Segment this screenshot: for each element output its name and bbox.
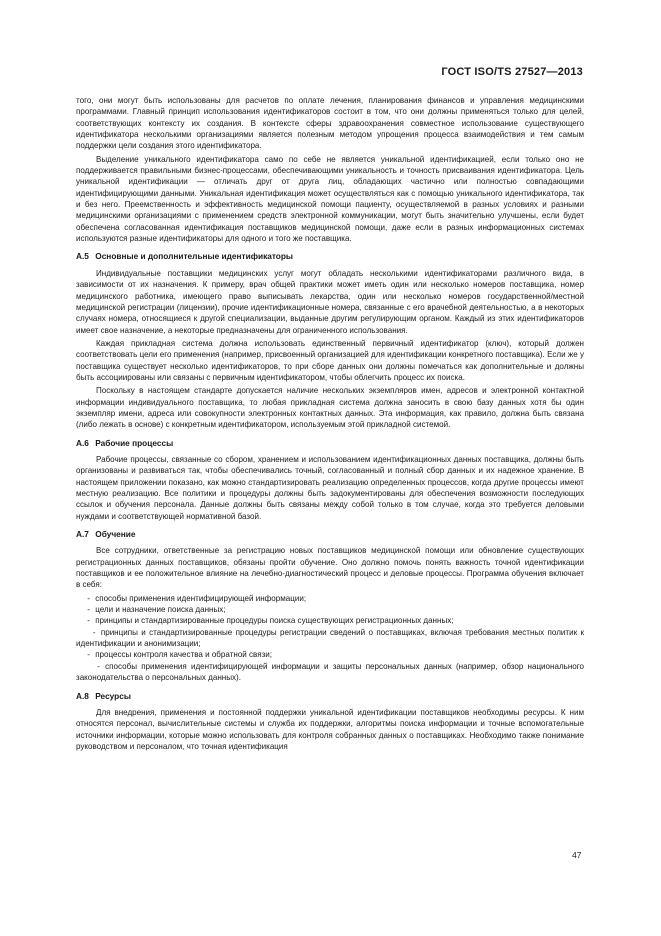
paragraph: Поскольку в настоящем стандарте допускается наличие нескольких экземпляров имен, адресов и электронной контактной информации индивидуального поставщика, то любая прикладная система должна заносить в свою базу данных хотя бы один экземпляр имени, адреса или совокупности электронных контактных данных. Эта информация, как правило, должна быть связана (либо лежать в основе) с конкретным идентификатором, используемым этой прикладной системой. bbox=[76, 386, 584, 430]
section-title: Рабочие процессы bbox=[95, 437, 174, 448]
list-marker: - bbox=[87, 616, 90, 626]
list-item: - способы применения идентифицирующей информации; bbox=[87, 593, 307, 603]
list-marker: - bbox=[92, 627, 96, 637]
paragraph: того, они могут быть использованы для расчетов по оплате лечения, планирования финансов и управления медицинскими программами. Главный принцип использования идентификаторов состоит в том, что они должны применяться только для целей, соответствующих контексту их создания. В контексте сферы здравоохранения совместное использование существующего идентификатора несколькими организациями является полезным методом упрощения процесса взаимодействия и тем самым поддержки цели создания этого идентификатора. bbox=[76, 96, 584, 151]
section-heading-a6 bbox=[76, 438, 584, 449]
paragraph: Каждая прикладная система должна использовать единственный первичный идентификатор (ключ), который должен соответствовать цели его применения (например, присвоенный организацией для идентификации конкретного поставщика). Если же у поставщика существует несколько идентификаторов, то при сборе данных они должны помечаться как дополнительные и должны быть ассоциированы или связаны с первичным идентификатором, чтобы облегчить процесс их поиска. bbox=[76, 338, 584, 382]
list-item: - способы применения идентифицирующей информации и защиты персональных данных (например, обзор национального законодательства о персональных данных). bbox=[76, 661, 584, 683]
section-heading-a5 bbox=[76, 251, 584, 262]
list-item: - процессы контроля качества и обратной связи; bbox=[87, 650, 273, 660]
page-number: 47 bbox=[572, 850, 582, 860]
section-title: Обучение bbox=[95, 529, 136, 540]
paragraph: Для внедрения, применения и постоянной поддержки уникальной идентификации поставщиков необходимы ресурсы. К ним относятся персонал, вычислительные системы и служба их поддержки, алгоритмы поиска информации и точные вспомогательные источники информации, которые можно использовать для контроля собранных данных о поставщиках. Необходимо также понимание руководством и персоналом, что точная идентификация bbox=[76, 707, 584, 751]
body-text bbox=[76, 95, 584, 754]
list-marker: - bbox=[87, 650, 90, 660]
section-number: А.8 bbox=[76, 690, 89, 701]
training-list bbox=[76, 593, 584, 684]
section-title: Основные и дополнительные идентификаторы bbox=[95, 251, 294, 262]
list-marker: - bbox=[97, 661, 100, 671]
list-marker: - bbox=[87, 605, 90, 615]
paragraph: Рабочие процессы, связанные со сбором, хранением и использованием идентификационных данных поставщика, должны быть организованы и развиваться так, чтобы обеспечивались точный, согласованный и полный сбор данных и их надежное хранение. В настоящем приложении показано, как можно стандартизировать реализацию определенных процессов, когда другие процессы имеют местную реализацию. Все политики и процедуры должны быть задокументированы для обеспечения возможности последующих ссылок и обучения персонала. Данные должны быть связаны между собой только в том случае, когда это требуется деловыми нуждами и соответствующей нормативной базой. bbox=[76, 454, 584, 521]
paragraph: Выделение уникального идентификатора само по себе не является уникальной идентификацией, если только оно не поддерживается правильными бизнес-процессами, обеспечивающими уникальность и точность присваивания идентификатора. Цель уникальной идентификации — отличать друг от друга лиц, обладающих частично или полностью совпадающими идентифицирующими данными. Уникальная идентификация может осуществляться как с помощью уникального идентификатора, так и без него. Преемственность и эффективность медицинской помощи пациенту, осуществляемой в разных условиях и разными медицинскими организациями с применением средств электронной коммуникации, могут быть значительно улучшены, если будет обеспечена согласованная идентификация поставщиков медицинской помощи, даже если в разных информационных системах используются разные идентификаторы для одного и того же поставщика. bbox=[76, 154, 584, 244]
section-number: А.5 bbox=[76, 251, 89, 262]
standard-code-header: ГОСТ ISO/TS 27527—2013 bbox=[441, 66, 583, 78]
paragraph: Все сотрудники, ответственные за регистрацию новых поставщиков медицинской помощи или обновление существующих регистрационных данных поставщиков, обязаны пройти обучение. Оно должно помочь понять важность точной идентификации поставщиков и ее положительное влияние на лечебно-диагностический процесс и деловые процессы. Программа обучения включает в себя: bbox=[76, 546, 584, 590]
list-item: - принципы и стандартизированные процедуры регистрации сведений о поставщиках, включая требования местных политик к идентификации и анонимизации; bbox=[76, 627, 584, 649]
list-marker: - bbox=[87, 593, 90, 603]
section-number: А.6 bbox=[76, 437, 89, 448]
list-item: - принципы и стандартизированные процедуры поиска существующих регистрационных данных; bbox=[87, 616, 454, 626]
paragraph: Индивидуальные поставщики медицинских услуг могут обладать несколькими идентификаторами различного вида, в зависимости от их назначения. К примеру, врач общей практики может иметь один или несколько номеров поставщика, номер медицинского работника, имеющего право выписывать лекарства, один или несколько номеров государственной/местной медицинской регистрации (лицензии), прочие идентификационные номера, связанные с его врачебной деятельностью, а в некоторых случаях номера, относящиеся к другой специализации, выданные другим регулирующим органом. Каждый из этих идентификаторов имеет свое назначение, а некоторые предназначены для ограниченного использования. bbox=[76, 268, 584, 335]
section-heading-a8 bbox=[76, 691, 584, 702]
section-number: А.7 bbox=[76, 529, 89, 540]
section-title: Ресурсы bbox=[95, 690, 131, 701]
list-item: - цели и назначение поиска данных; bbox=[87, 605, 226, 615]
section-heading-a7 bbox=[76, 529, 584, 540]
